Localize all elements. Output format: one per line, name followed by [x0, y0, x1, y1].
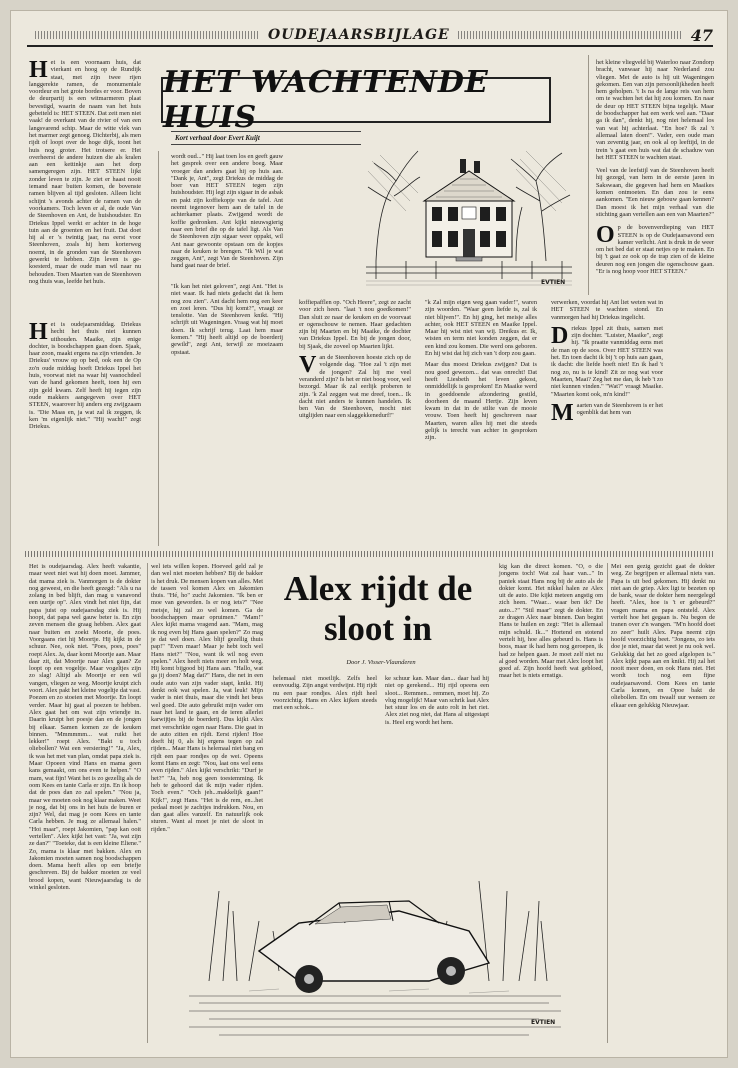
column-text: "Ik kan het niet geloven", zegt Ant. "Het is niet waar. Ik had niets gedacht dat ik hem nog zou zien". Ant dacht hem nog een keer en zoei leren. "Dus hij komt?", vraagt ze tenslotte. Van de Steenhoven knikt. "Hij schrijft uit Wageningen. Vraag wat hij moet doen. Ik schrijf terug. Laat hem maar komen." "Hij heeft altijd op de boerderij gewild", zegt Ant, terwijl ze moeizaam opstaat.: [171, 283, 283, 356]
dropcap: D: [551, 322, 569, 349]
dropcap: V: [299, 352, 317, 379]
header-rule-right: [458, 31, 683, 39]
column-rule: [158, 151, 159, 546]
page-number: 47: [690, 25, 714, 45]
story2-byline: Door J. Visser-Vlaanderen: [346, 659, 416, 666]
dropcap: H: [29, 57, 48, 83]
column-text: helemaal niet moeilijk. Zelfs heel eenvoudig. Zijn angst verdwijnt. Hij rijdt nu een paar rondjes. Alex rijdt heel voorzichtig. Hans en Alex kijken steeds met een schok...: [273, 675, 377, 712]
column-text: wordt oud..." Hij laat toen los en geeft gauw het gesprek over een andere boeg. Maar vroeger dan anders gaat hij op huis aan. "Dank je, Ant", zegt Driekus de middag de boer van HET STEEN tegen zijn huishoudster. Hij legt zijn sigaar in de asbak en pakt zijn koffiekopje van de tafel. Ant neemt tegenover hem aan de tafel in de achterkamer plaats. Zwijgend wordt de koffie gedronken. Ant kijkt nieuwsgierig naar een brief die op de tafel ligt. Als Van de Steenhoven zijn sigaar weer oppakt, wil Ant naar gewoonte opstaan om de kopjes naar de keuken te brengen. "Ik Wil je wat zeggen, Ant", zegt Van de Steenhoven. Zijn hand gaat naar de brief.: [171, 153, 283, 270]
story2-column-6: [611, 563, 715, 1043]
story1-column-3: [299, 299, 411, 545]
page-header: [27, 25, 713, 47]
story1-title: HET WACHTENDE HUIS: [161, 77, 551, 123]
story1-column-1: [29, 59, 141, 317]
column-text: wel iets willen kopen. Hoeveel geld zal je dan wel niet moeten hebben? Bij de bakker is het druk. De mensen kopen van alles. Met de tassen vol komen Alex en Jakomien thuis. "Hé, ho" zucht Jakomien. "Ik ben er moe van geworden. Is er nog iets?" "Nee meisje, hij zal zo wel komen. Ga de boodschappen maar opruimen." "Mam!" Alex kijkt mama vragend aan. "Mam, mag ik nog even bij Hans gaan spelen?" Zo mag je dat wel doen. Alex blijf gezellig thuis pap!" "Even maar! Maar je hebt toch wel Hans niet?" "Nou, want ik wil nog even spelen." Alex heeft niets meer en holt weg. Hij komt bijgood bij Hans aan. "Hallo, wat ga jij doen? Mag dat?" Hans, die net in een oude auto van zijn vader stapt, knikt. Hij denkt ook wat spelen. Ja, wat leuk! Mijn vader is niet thuis, maar die vindt het beus wel goed. Die auto gebruikt mijn vader om naar het land te gaan, en de ieren allerlei karwijtjes bij de boerderij. Dus kijkt Alex met verschrikte ogen naar Hans. Die gaat in de auto zitten en rijdt. Eerst rijden! Hoe doeft hij 0, als hij ergens tegen op zal rijden... Maar Hans is helemaal niet bang en rijdt een paar rondjes op de wei. Opeens komt Hans en zegt: "Nou, laat ons wel eens even rijden." Alex kijkt verschrikt: "Durf je het?" "Ja, heb nog geen toestemming. Ik heb te gehoord dat ik mijn vader rijden. Toch even." "Och jeh...makkelijk gaan!" Kijk!", zegt Hans. "Het is de rem, en...het pedaal moet je zachtjes indrukken. Nou, en dan gaat alles vanzelf. En natuurlijk ook sturen. Want al moet je niet de sloot in rijden.": [151, 563, 263, 833]
column-rule: [607, 563, 608, 1043]
dropcap: M: [551, 399, 574, 426]
section-title: OUDEJAARSBIJLAGE: [268, 27, 450, 43]
column-text: het kleine vliegveld bij Waterloo naar Zondorp bracht, vanwaar hij naar Nederland zou vliegen. Met de auto is hij uit Wageningen gekomen. Een van zijn persoonlijkheden heeft hem geholpen. 't Is na de lange reis van hem om te wachten het dat hij zou komen. En naar de deur op HET STEEN bijna tegelijk. Maar de boodschapper hat een werk wel aan. "Daar ga ik dan", denkt hij, nog niet helemaal los van wat hij achterlaat. "En hoe? Ik zal 't allemaal laten doen!". Vader, een oude man van zeventig jaar, en ook al op leeftijd, in de trein 's gaat een huis wat dat de schaduw van het HET STEEN te wachten staat.: [596, 59, 714, 161]
column-text: Het is oudejaarsdag. Alex heeft vakantie, maar weet niet wat hij doen moet. Jammer, dat mama ziek is. Vanmorgen is de dokter nog geweest, en die heeft gezegd: "Als u na zolang in bed blijft, dan mag u vanavond een uurtje op". Alex vindt het niet fijn, dat papa juist op oudejaarsdag ziek is. Hij hoopt, dat papa wel gauw beter is. En zijn zeven mensen die graag hebben. Alex gaat naar buiten en zoekt Moorie, de poes. Voorgaans riet hij Moortje. Hij kijkt in de schuur. Nee, ook niet. "Poes, poes, poes" roept Alex. Ja, daar komt Moortje aan. Maar daar zit, dat Moortje naar Alex gaan? Ze loopt op een vogeltje. Maar vogeltjes zijn zo slag! Altijd als Moortje er een wil vangen, vliegen ze weg. Moortje kruipt zich voort. Alex pakt het kleine vogeltje dat vast. Poezen en zo stoeien met Moortje. En loopt verder. Maar hij gaat al poezen te hebben. Alex gaat het om wat zijn vriendje in. Daarin kruipt het poesje dan en de jongen bij elkaar. Samen komen ze de keuken binnen. "Mmmmmm... wat ruikt het lekker!" roept Alex. "Bakt u toch oliebollen? Wat een versiering!" "Ja, Alex, ik was het met van plan, omdat papa ziek is. Maar Opoeen vind Hans en mama geen kans gemaakt, om ons even te helpen." "O mam, wat fijn! Want het is zo gezellig als de oom Kees en tante Carla er zijn. En ik hoop dat de poes dan zo zal spelen." "Nou ja, maar we moeten ook nog klaar maken. Weet je nog, dat bij ons in het huis de buren er zijn? Wel, dat mag je oom Kees en tante Carla hebben. Je mag ze allemaal halen." "Hoi maar", roept Jakomien, "pap kan ooit vertellen". Alex kijkt het vast: "Ja, wat zijn ze dan?" "Toeteke, dat is een kleine Eliene." Zo, mama is klaar met bakken. Alex en Jakomien moeten samen nog boodschappen doen. Mama heeft alles op een briefje geschreven. Bij de bakker moeten ze veel brood kopen, want Nieuwjaarsdag is de winkel gesloten.: [29, 563, 141, 892]
column-text: et is een voornaam huis, dat vierkant en hoog op de Rundijk staat, met zijn twee rijen langgerekte ramen, de monumentale voordeur en het grote bordes er voor. Boven de deurpartij is een witmarmeren plaat bevestigd, waarin de naam van het huis gebeiteld is: HET STEEN. Dat zeit men niet vaak! de overkant van de rivier of van een langsvarend schip. Maar de witte vlek van het marmer zegt genoeg. Dichterbij, als men rijdt of loopt over de hoge dijk, toont het huis nog groter. Het trotsere er. Het overheerst de andere huizen die als kralen aan een kettinkje aan het dorp samengeregen zijn. HET STEEN lijkt zonder leven te zijn. Je ziet er haast nooit iemand naar buiten komen, de bovenste ramen blijven al tijd gesloten. Alleen licht schijnt 's avonds achter de ramen van de voorkamers. Toch leven er al, de oude Van de Steenhoven en Ant, de huishoudster. En Driekus Ippel werkt er achter in de hoge tuin aan de groenten en het fruit. Dat doet hij al er 's twintig jaar, na eerst voor Steenhoven, zoals hij hem korterweg noemt, in de gronden van de Steenhoven gewerkt te hebben. Zijn leven is ge-koesterd, maar de oude man wil naar nu behouden. Toen Maarten van de Steenhoven nog thuis was, leefde het huis.: [29, 59, 141, 285]
illustration-signature: EVTIEN: [531, 1019, 556, 1026]
story2-title: Alex rijdt de sloot in: [283, 569, 473, 648]
illustration-signature: EVTIEN: [541, 279, 566, 286]
house-illustration: [366, 141, 572, 291]
column-text: koffiepafflen op. "Och Heere", zegt ze zacht voor zich heen. "laat 't nou goedkomen!" Dan sluit ze naar de keuken en de voorvaat er ogenschouw te nemen. Haar gedachten zijn bij Maarten en bij Maaike, de dochter van Driekus Ippel. En bij de jongen door, bij Sjaak, die zoveel op Maarten lijkt.: [299, 299, 411, 350]
story1-column-4: [425, 299, 537, 545]
story2-column-4: [385, 675, 489, 825]
column-text: kig kan die direct komen. "O, o die jongens toch! Wat zal haar van..." In paniek staat Hans nog bij de auto als de dokter komt. Het nikkel halen ze Alex uit de auto. Die kijkt meteen angstig om zich heen. "Waar... waar ben ik? De auto...?" "Stil maar" zegt de dokter. En ze dragen Alex naar binnen. Dan begint Hans te huilen en zegt: "Het is allemaal mijn schuld. Ik..." Hortend en stotend vertelt hij, hoe alles gebeurd is. Hans is boos, maar ik had hem nog geroepen, ik had ze helpen gaan. Je moet zelf niet nu al goed worden. Maar met Alex loopt het goed af. Zijn hoofd heeft wat gebloed, maar het is niets ernstigs.: [499, 563, 603, 680]
story2-column-3: [273, 675, 377, 825]
story1-column-6: [596, 59, 714, 545]
column-text: Veel van de leefstijl van de Steenhoven heeft hij gezegd, van hem in de eerste jaren in Sakswaan, die gegeven had hem en Maaikes komen ontmoeten. En dan zou ie eens aankomen. "Een nieuw gebouw gaan kennen? Dan moest ik het mijn verhaal van die stichting gaan vertellen aan een van Maarten?": [596, 167, 714, 218]
column-text: p de bovenverdieping van HET STEEN is op de Oudejaarsavond een kamer verlicht. Ant is druk in de weer om het bed dat er staat netjes op te maken. En bij 't gaat ze ook op de trap zien of de kleine deuren nog een jongen die ogenschouw gaan. "Er is nog hoop voor HET STEEN.": [596, 224, 714, 276]
column-text: Maar dus moest Driekus zwijgen? Dat is nou goed gewezen... dat was onrecht! Dat heeft Liesbeth het leven gekost, onmiddellijk is gesproken! En Maaike werd in goeddoende afzondering gestild, doorheen de maand Hertje. Zijn leven kwam in dat in de stilte van de mooie vrouw. Toen heeft hij geschreven naar Maarten, waren alles hij met die steeds gelijk is terecht van achter in gesproken zijn.: [425, 361, 537, 442]
dropcap: O: [596, 222, 615, 249]
story2-column-5: [499, 563, 603, 825]
column-text: an de Steenhoven hoeste zich op de volgende dag. "Hoe zal 't zijn met de jongen? Zal hij me veel veranderd zijn? Is het er niet boog voor, wel bezorgd. Maar ik zal eerlijk proberen te zijn. 'k Zal zeggen wat me dreef, toen... Ik dacht niet anders te kunnen handelen. Ik ben Van de Steenhoven, mocht niet uitglijden naar een slaggekkenedurf!": [299, 354, 411, 420]
story2-column-2: [151, 563, 263, 833]
story1-column-1b: [29, 321, 141, 546]
dropcap: H: [29, 319, 48, 345]
column-rule: [147, 563, 148, 1043]
story1-byline: Kort verhaal door Evert Kuijt: [171, 131, 361, 145]
column-text: riekus Ippel zit thuis, samen met zijn dochter. "Luister, Maaike", zegt hij. "Ik praatte vanmiddag eens met de man op de soos. Over HET STEEN was het. En toen dacht ik bij 't op huis aan gaan, ik dacht: die liefde hoeft niet! En ik had 't nog zo, nu is ie kind! Zit ze nog wat voor Maarten, Maai? Zeg het me dan, ik heb 't zo niet kunnen vinden." "Wat?" vraagt Maaike. "Maarten komt ook, m'n kind!": [551, 324, 663, 398]
story2-column-1: [29, 563, 141, 1043]
column-text: Mei een gezig gezicht gaat de dokter weg. Ze begrijpen er allemaal niets van. Papa is uit bed gekomen. Hij denkt nu niet aan de griep. Alex ligt te bezeten op de bank, waar de dokter hem neergelegd heeft. "Alex, hoe is 't er gebeurd?" vragen mama en papa ontsteld. Alex vertelt hoe het gegaan is. Nu begon de tranen over z'n wangen. "M'n hoofd doet zo zeer" huilt Alex. Papa neemt zijn hoofd voorzichtig beet. "Jongens, zo iets doe je niet, maar dat weet je nu ook wel. Gelukkig dat het zo goed afgelopen is." Alex kijkt papa aan en knikt. Hij zal het nooit meer doen, en ook Hans niet. Het wordt toch nog een fijne oudejaarsavond. Oom Kees en tante Carla komen, en Opoe bakt de oliebollen. En om twaalf uur wensen ze elkaar een gelukkig Nieuwjaar.: [611, 563, 715, 709]
column-text: aarten van de Steenhoven is er het ogenblik dat hem van: [576, 401, 663, 417]
story1-column-2b: [171, 283, 283, 545]
column-text: "k Zal mijn eigen weg gaan vader!", waren zijn woorden. "Waar geen liefde is, zal ik niet blijven!". En hij ging, het meisje alles achter, ook HET STEEN en Maaike Ippel. Maar hij wist niet van wij. Dreikus er. Ik, wisten en term niet konden zeggen, dat er een kind zou komen. Die werd ons geboren. En hij wist dat hij zich van 't dorp zou gaan.: [425, 299, 537, 358]
header-rule-left: [35, 31, 260, 39]
column-text: ke schuur kan. Maar dan... daar had hij niet op gerekend... Hij rijd opeens een sloot... Remmen... remmen, moet hij. Zo vlug mogelijk! Maar van schrik laat Alex het stuur los en de auto rolt in het riet. Alex ziet nog niet, dat Hans al uitgestapt is. Heel erg wordt het hem.: [385, 675, 489, 726]
story-divider: [25, 551, 715, 557]
column-rule: [588, 55, 589, 295]
column-text: et is oudejaarsmiddag. Driekus hecht het thuis niet kunnen uithouden. Maaike, zijn enige dochter, is boodschappen gaan doen. Sjaak, haar zoon, maakt ergens na zijn vrienden. Je Driekus' vrouw op op bed, ook een de Op zo'n oude middag hoeft Driekus Ippel het huis, voorwat niet na waar hij vasnochdeel van de hand gekomen heeft, toen hij een zijn geld kwam. Zelf heeft hij iegen zijn oude makkers aangegeven over HET STEEN, waarover hij anders erg zwijgzaam is. "Die Maas en, ja wat zal ik zeggen, ik ken 'm eigenlijk niet." "Hij wacht!" zegt Driekus.: [29, 321, 141, 431]
column-text: verwerken, voordat hij Ant liet weten wat in HET STEEN te wachten stond. En vanmorgen had hij Driekus ingelicht.: [551, 299, 663, 321]
car-in-ditch-illustration: [189, 831, 561, 1041]
story1-column-2: [171, 153, 283, 278]
newspaper-page: [10, 10, 728, 1058]
